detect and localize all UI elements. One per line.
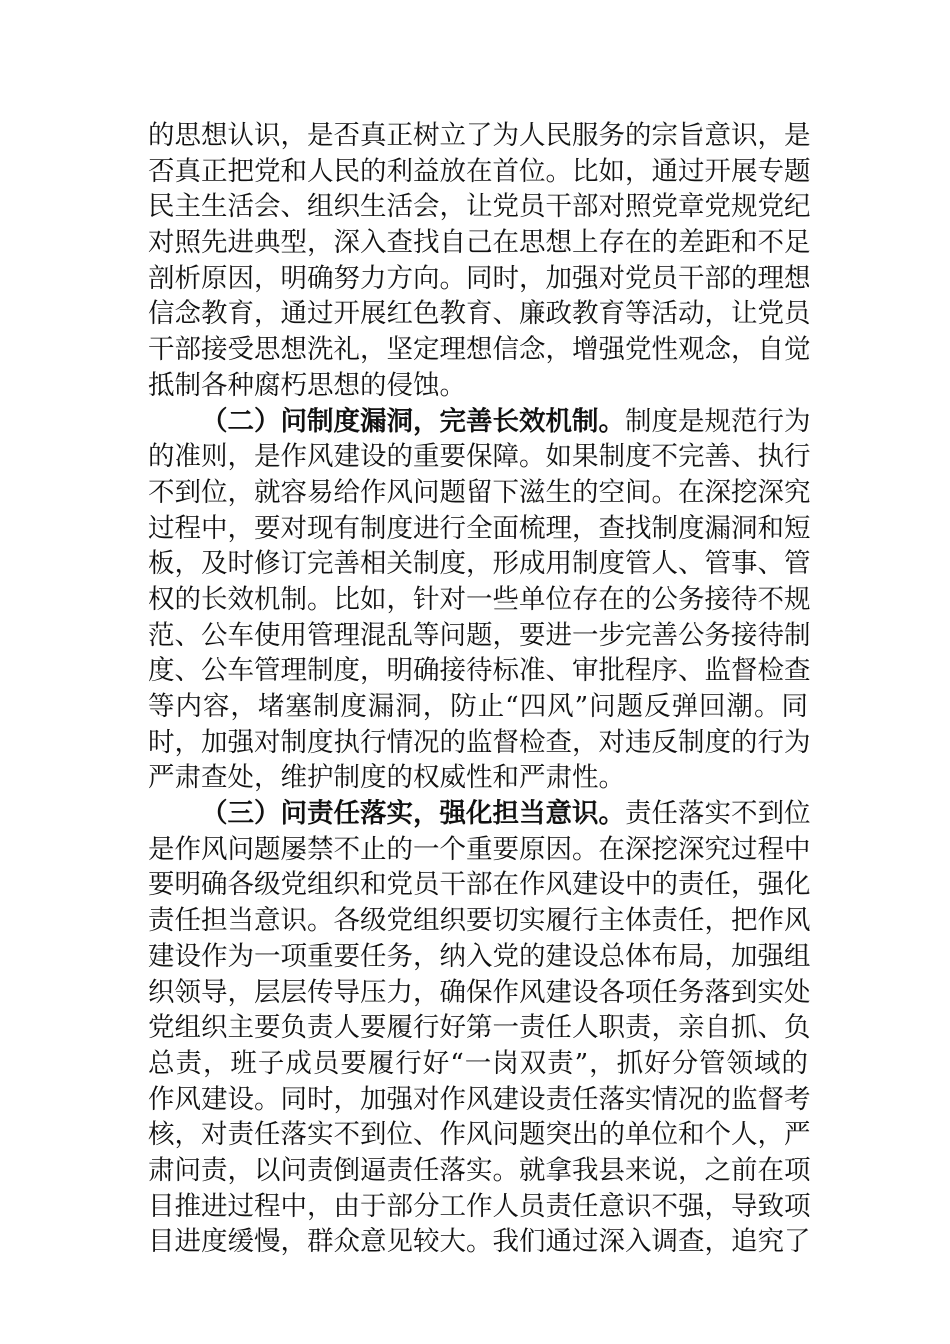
paragraph-2-line: 权的长效机制。比如，针对一些单位存在的公务接待不规 (148, 583, 811, 615)
paragraph-2-line: 等内容，堵塞制度漏洞，防止“四风”问题反弹回潮。同 (148, 691, 808, 722)
paragraph-2-line: 范、公车使用管理混乱等问题，要进一步完善公务接待制 (148, 619, 811, 651)
paragraph-3-line: 核，对责任落实不到位、作风问题突出的单位和个人，严 (148, 1119, 811, 1151)
paragraph-3-line: 总责，班子成员要履行好“一岗双责”，抓好分管领域的 (148, 1047, 808, 1079)
paragraph-3-line: 要明确各级党组织和党员干部在作风建设中的责任，强化 (148, 869, 811, 901)
paragraph-2-line: 不到位，就容易给作风问题留下滋生的空间。在深挖深究 (148, 476, 811, 508)
paragraph-1-line: 抵制各种腐朽思想的侵蚀。 (148, 369, 466, 401)
paragraph-2-line: 严肃查处，维护制度的权威性和严肃性。 (148, 762, 625, 794)
paragraph-3-line: 织领导，层层传导压力，确保作风建设各项任务落到实处 (148, 976, 811, 1008)
paragraph-3-line: 责任担当意识。各级党组织要切实履行主体责任，把作风 (148, 905, 811, 937)
paragraph-3-line: 是作风问题屡禁不止的一个重要原因。在深挖深究过程中 (148, 833, 811, 865)
paragraph-1-line: 信念教育，通过开展红色教育、廉政教育等活动，让党员 (148, 298, 811, 330)
paragraph-3-line: 目进度缓慢，群众意见较大。我们通过深入调查，追究了 (148, 1226, 811, 1258)
paragraph-3-line: 党组织主要负责人要履行好第一责任人职责，亲自抓、负 (148, 1012, 811, 1044)
paragraph-2-line: 的准则，是作风建设的重要保障。如果制度不完善、执行 (148, 441, 811, 473)
paragraph-1-line: 的思想认识，是否真正树立了为人民服务的宗旨意识，是 (148, 120, 811, 151)
section-heading-2: （二）问制度漏洞，完善长效机制。 (201, 405, 625, 437)
paragraph-2-line: 时，加强对制度执行情况的监督检查，对违反制度的行为 (148, 726, 811, 758)
section-heading-3: （三）问责任落实，强化担当意识。 (201, 798, 625, 830)
paragraph-2-line: 板，及时修订完善相关制度，形成用制度管人、管事、管 (148, 548, 811, 580)
paragraph-1-line: 对照先进典型，深入查找自己在思想上存在的差距和不足 (148, 227, 811, 259)
paragraph-3-line: 建设作为一项重要任务，纳入党的建设总体布局，加强组 (148, 940, 811, 972)
paragraph-1-line: 否真正把党和人民的利益放在首位。比如，通过开展专题 (148, 155, 811, 187)
paragraph-2-first-text: 制度是规范行为 (625, 405, 811, 437)
paragraph-3-first-text: 责任落实不到位 (625, 798, 811, 830)
paragraph-2-first-line (148, 404, 811, 440)
paragraph-3-first-line (148, 796, 811, 832)
document-body (148, 118, 811, 1260)
paragraph-1-line: 民主生活会、组织生活会，让党员干部对照党章党规党纪 (148, 191, 811, 223)
paragraph-1-line: 剖析原因，明确努力方向。同时，加强对党员干部的理想 (148, 262, 811, 294)
paragraph-1-line: 干部接受思想洗礼，坚定理想信念，增强党性观念，自觉 (148, 334, 811, 366)
paragraph-3-line: 作风建设。同时，加强对作风建设责任落实情况的监督考 (148, 1083, 811, 1115)
paragraph-2-line: 过程中，要对现有制度进行全面梳理，查找制度漏洞和短 (148, 512, 811, 544)
paragraph-3-line: 目推进过程中，由于部分工作人员责任意识不强，导致项 (148, 1190, 811, 1222)
paragraph-3-line: 肃问责，以问责倒逼责任落实。就拿我县来说，之前在项 (148, 1154, 811, 1186)
paragraph-2-line: 度、公车管理制度，明确接待标准、审批程序、监督检查 (148, 655, 811, 687)
